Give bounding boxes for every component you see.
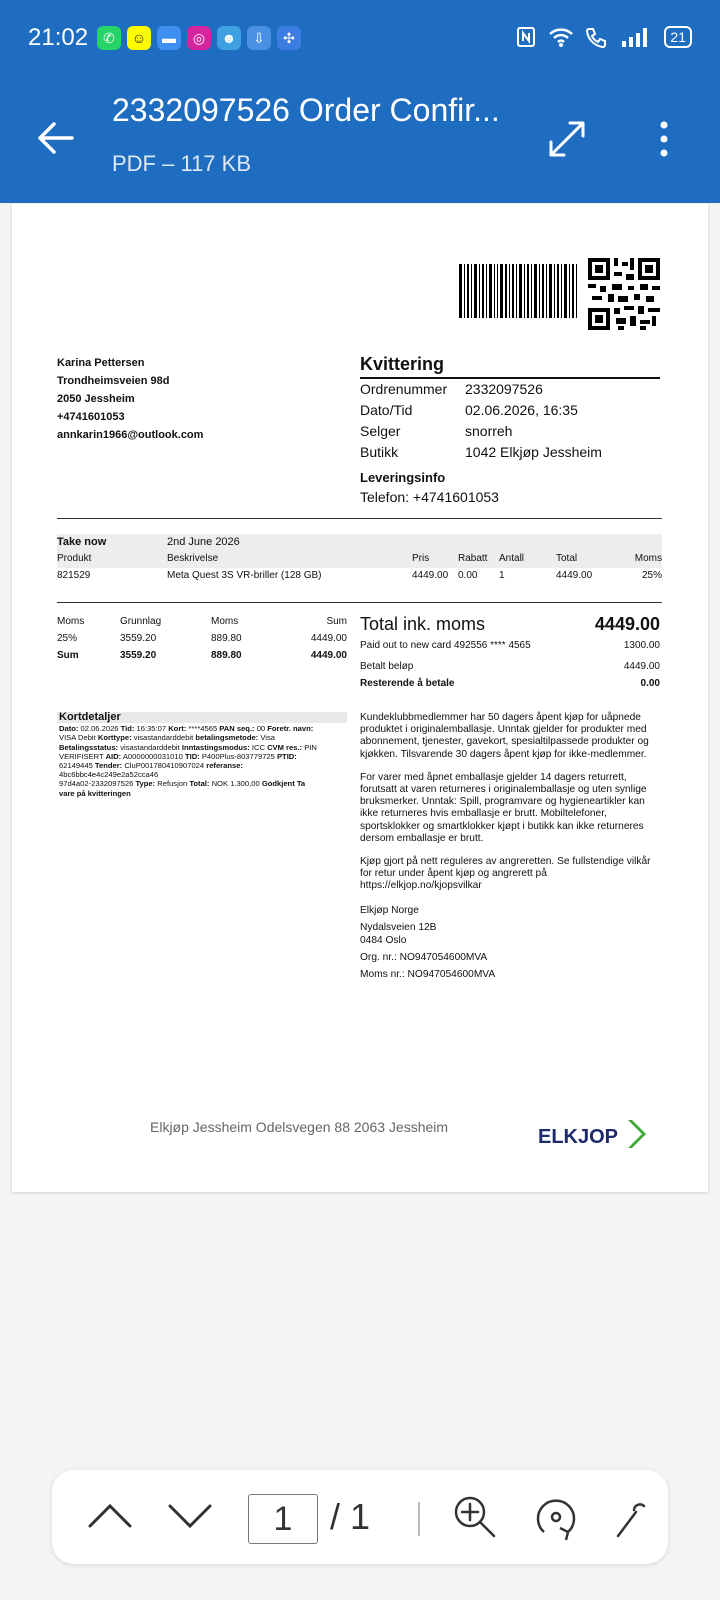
vat-header: Moms — [57, 616, 85, 627]
delivery-phone: Telefon: +4741601053 — [360, 489, 499, 505]
column-header: Total — [556, 553, 578, 564]
fan-icon: ✣ — [277, 26, 301, 50]
vat-row — [57, 631, 347, 648]
wifi-icon — [548, 26, 574, 48]
card-details-line: VERIFISERT AID: A0000000031010 TID: P400Plus-803779725 PTID: — [59, 751, 297, 761]
field-label: Dato/Tid — [360, 402, 413, 418]
vat-table — [57, 614, 347, 665]
signal-icon — [622, 27, 652, 47]
column-header: Antall — [499, 553, 525, 564]
paid-value: 4449.00 — [623, 661, 660, 672]
vat-cell: 25% — [57, 633, 78, 644]
document-title: 2332097526 Order Confir... — [112, 92, 500, 128]
card-details-line: Betalingsstatus: visastandarddebit Inntastingsmodus: ICC CVM res.: PIN — [59, 742, 317, 752]
toolbar-divider — [418, 1502, 420, 1536]
table-row — [57, 568, 662, 585]
receipt-field — [360, 421, 660, 442]
cell-total: 4449.00 — [556, 570, 593, 581]
field-label: Selger — [360, 423, 401, 439]
status-time: 21:02 — [28, 24, 89, 51]
cell-description: Meta Quest 3S VR-briller (128 GB) — [167, 570, 322, 581]
column-header: Pris — [412, 553, 430, 564]
column-header: Beskrivelse — [167, 553, 219, 564]
return-terms — [360, 712, 660, 985]
field-value: 02.06.2026, 16:35 — [465, 402, 578, 418]
terms-paragraph: Kundeklubbmedlemmer har 50 dagers åpent kjøp for uåpnede produktet i originalemballasje. Unntak gjelder for produkter med abonnement, tjenester, gavekort, spesialtilpassede produkter og kjøkken. Tilsvarende 30 dagers åpent kjøp for ikke-medlemmer. — [360, 712, 649, 760]
take-now-date: 2nd June 2026 — [167, 536, 240, 548]
take-now-row — [57, 534, 662, 551]
vat-header: Grunnlag — [120, 616, 162, 627]
cell-vat: 25% — [641, 570, 662, 581]
totals-block — [360, 614, 660, 695]
barcode-image — [459, 264, 577, 318]
card-details-line: Dato: 02.06.2026 Tid: 16:35:07 Kort: ****4565 PAN seq.: 00 Foretr. navn: — [59, 724, 314, 734]
instagram-icon: ◎ — [187, 26, 211, 50]
company-city: 0484 Oslo — [360, 934, 407, 946]
customer-name: Karina Pettersen — [57, 357, 145, 369]
back-arrow-icon[interactable] — [36, 118, 76, 158]
terms-paragraph: Kjøp gjort på nett reguleres av angreretten. Se fullstendige vilkår for retur under åpent kjøp og angrerett på https://elkjop.no/kjopsvilkar — [360, 856, 651, 892]
company-address — [360, 904, 660, 981]
card-details-line: VISA Debit Korttype: visastandarddebit betalingsmetode: Visa — [59, 733, 275, 743]
remaining-value: 0.00 — [640, 678, 660, 689]
status-bar — [0, 0, 720, 78]
cell-discount: 0.00 — [458, 570, 478, 581]
expand-icon[interactable] — [548, 120, 586, 158]
company-vat-number: Moms nr.: NO947054600MVA — [360, 968, 496, 980]
vat-cell: 3559.20 — [120, 650, 157, 661]
take-now-label: Take now — [57, 536, 107, 548]
company-org-number: Org. nr.: NO947054600MVA — [360, 951, 488, 963]
elkjop-logo — [536, 1114, 656, 1154]
table-header-row — [57, 551, 662, 568]
pdf-toolbar — [52, 1470, 668, 1564]
page-number-input[interactable]: 1 — [248, 1494, 318, 1544]
field-value: 2332097526 — [465, 381, 543, 397]
card-details-line: 97d4a02-2332097526 Type: Refusjon Total: NOK 1.300,00 Godkjent Ta — [59, 779, 306, 789]
company-name: Elkjøp Norge — [360, 904, 419, 916]
customer-email: annkarin1966@outlook.com — [57, 429, 204, 441]
field-label: Butikk — [360, 444, 399, 460]
customer-phone: +4741601053 — [57, 411, 125, 423]
paid-out-value: 1300.00 — [623, 640, 660, 651]
column-header: Rabatt — [458, 553, 488, 564]
divider — [57, 602, 662, 603]
system-icons — [516, 26, 692, 48]
document-subtitle: PDF – 117 KB — [112, 151, 251, 176]
rotate-icon[interactable] — [532, 1470, 580, 1564]
customer-street: Trondheimsveien 98d — [57, 375, 170, 387]
card-details — [57, 712, 347, 798]
messages-icon: ▬ — [157, 26, 181, 50]
receipt-summary — [360, 354, 660, 508]
field-label: Ordrenummer — [360, 381, 448, 397]
nfc-icon — [516, 26, 536, 48]
remaining-label: Resterende å betale — [360, 678, 455, 689]
app-notification-icon: ☻ — [217, 26, 241, 50]
column-header: Produkt — [57, 553, 92, 564]
vat-sum-row — [57, 648, 347, 665]
receipt-heading: Kvittering — [360, 354, 660, 379]
qr-code-image — [588, 258, 660, 330]
delivery-heading: Leveringsinfo — [360, 470, 446, 485]
app-bar — [0, 0, 720, 203]
terms-paragraph: For varer med åpnet emballasje gjelder 14 dagers returrett, forutsatt at varen returneres i originalemballasje og uten synlige bruksmerker. Unntak: Spill, programvare og hygieneartikler kan ikke returneres hvis emballasje er brutt. Mobiltelefoner, sportsklokker og smartklokker kjøpt i butikk kan ikke returneres dersom emballasje er brutt. — [360, 771, 647, 844]
field-value: snorreh — [465, 423, 513, 439]
page-total: / 1 — [330, 1496, 371, 1537]
next-page-button[interactable] — [166, 1470, 214, 1564]
more-options-icon[interactable] — [652, 120, 676, 158]
customer-city: 2050 Jessheim — [57, 393, 135, 405]
divider — [57, 518, 662, 519]
vat-cell: 4449.00 — [310, 650, 347, 661]
total-row — [360, 614, 660, 638]
receipt-field — [360, 442, 660, 463]
card-details-line: vare på kvitteringen — [59, 788, 131, 798]
logo-text: ELKJOP — [538, 1126, 619, 1148]
paid-out-label: Paid out to new card 492556 **** 4565 — [360, 640, 531, 651]
receipt-field — [360, 379, 660, 400]
paid-label: Betalt beløp — [360, 661, 414, 672]
vat-header: Moms — [211, 616, 239, 627]
vat-cell: 4449.00 — [310, 633, 347, 644]
paid-out-row — [360, 640, 660, 657]
vat-cell: 889.80 — [211, 650, 242, 661]
vat-cell: 889.80 — [211, 633, 242, 644]
download-icon: ⇩ — [247, 26, 271, 50]
pdf-page — [12, 204, 708, 1192]
customer-address — [57, 354, 203, 444]
total-label: Total ink. moms — [360, 614, 486, 634]
previous-page-button[interactable] — [86, 1470, 134, 1564]
wifi-calling-icon — [586, 26, 610, 48]
store-address-footer: Elkjøp Jessheim Odelsvegen 88 2063 Jessheim — [150, 1119, 449, 1135]
remaining-row — [360, 678, 660, 695]
zoom-in-icon[interactable] — [450, 1470, 498, 1564]
vat-header-row — [57, 614, 347, 631]
draw-icon[interactable] — [612, 1470, 652, 1564]
company-street: Nydalsveien 12B — [360, 921, 437, 933]
card-details-heading: Kortdetaljer — [57, 712, 347, 723]
vat-cell: Sum — [57, 650, 79, 661]
cell-product: 821529 — [57, 570, 91, 581]
snapchat-icon: ☺ — [127, 26, 151, 50]
card-details-body — [57, 724, 347, 798]
cell-price: 4449.00 — [412, 570, 449, 581]
card-details-line: 4bc6bbc4e4c249e2a52cca46 — [59, 770, 159, 780]
column-header: Moms — [634, 553, 662, 564]
notification-icons — [97, 26, 301, 50]
paid-row — [360, 661, 660, 678]
vat-header: Sum — [326, 616, 347, 627]
vat-cell: 3559.20 — [120, 633, 157, 644]
battery-icon: 21 — [664, 26, 692, 48]
whatsapp-icon: ✆ — [97, 26, 121, 50]
receipt-field — [360, 400, 660, 421]
card-details-line: 62149445 Tender: CluP001780410907024 referanse: — [59, 761, 243, 771]
total-value: 4449.00 — [594, 614, 660, 634]
field-value: 1042 Elkjøp Jessheim — [465, 444, 602, 460]
cell-quantity: 1 — [499, 570, 505, 581]
